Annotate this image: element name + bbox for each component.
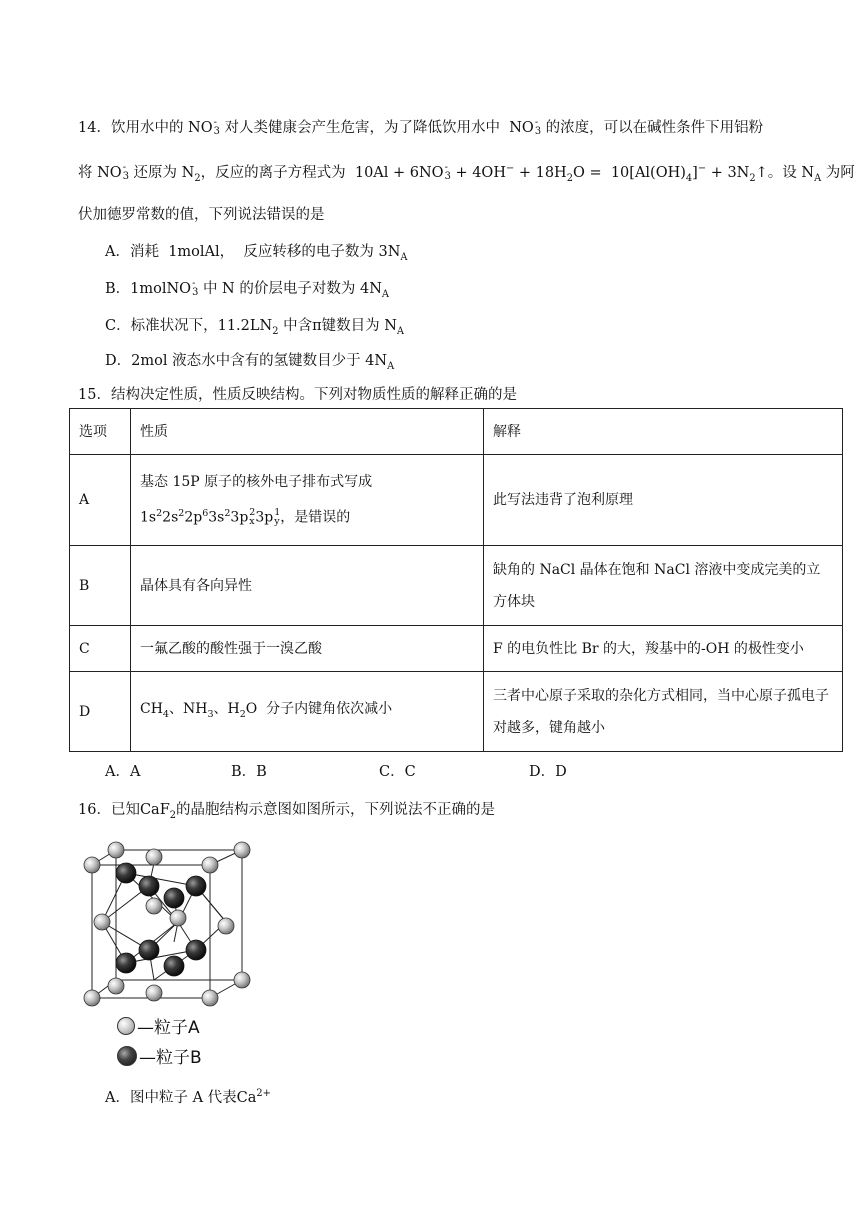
- particle-a: [84, 990, 100, 1006]
- q15-stem: 15．结构决定性质，性质反映结构。下列对物质性质的解释正确的是: [78, 387, 517, 403]
- row-option: A: [70, 455, 131, 546]
- particle-a: [218, 918, 234, 934]
- q15-choices: [105, 760, 567, 781]
- particle-b: [164, 888, 184, 908]
- q14-option-a: A．消耗 1molAl， 反应转移的电子数为 $3N_A$: [105, 244, 408, 263]
- q14-line2: 将 NO - 3 还原为 $N_2$，反应的离子方程式为 10Al + 6NO - 3 + $4OH^- + 18H_2O = 10[Al(OH)_4]^-$ + $3N_2↑$。设 $N_A$ 为阿: [78, 162, 855, 184]
- q15-table: [69, 408, 843, 752]
- particle-a: [84, 857, 100, 873]
- row-explanation: 三者中心原子采取的杂化方式相同，当中心原子孤电子对越多，键角越小: [484, 672, 843, 752]
- particle-a: [108, 978, 124, 994]
- particle-a: [202, 857, 218, 873]
- header-explanation: 解释: [484, 409, 843, 455]
- row-property: 一氟乙酸的酸性强于一溴乙酸: [131, 626, 484, 672]
- particle-b: [186, 940, 206, 960]
- q14-line3: 伏加德罗常数的值，下列说法错误的是: [78, 207, 325, 223]
- particle-a: [146, 985, 162, 1001]
- particle-b: [116, 953, 136, 973]
- crystal-cell-diagram: [76, 838, 276, 1008]
- particle-a: [146, 849, 162, 865]
- table-row: [70, 546, 843, 626]
- particle-a: [234, 842, 250, 858]
- particle-b: [139, 940, 159, 960]
- ionic-equation: 10Al + 6NO - 3 + $4OH^- + 18H_2O = 10[Al(OH)_4]^-$ + $3N_2↑$: [354, 162, 768, 184]
- particle-a: [202, 990, 218, 1006]
- particle-a: [146, 898, 162, 914]
- q16-stem: 16．已知CaF$_2$的晶胞结构示意图如图所示，下列说法不正确的是: [78, 802, 496, 821]
- choice-d: D．D: [529, 764, 567, 780]
- q14-line1: 14．饮用水中的 NO - 3 对人类健康会产生危害，为了降低饮用水中 NO - 3 的浓度，可以在碱性条件下用铝粉: [78, 117, 764, 137]
- row-explanation: F 的电负性比 Br 的大，羧基中的-OH 的极性变小: [484, 626, 843, 672]
- row-explanation: 缺角的 NaCl 晶体在饱和 NaCl 溶液中变成完美的立方体块: [484, 546, 843, 626]
- q14-option-c: C．标准状况下，$11.2LN_2$ 中含π键数目为 $N_A$: [105, 318, 405, 337]
- particle-b: [164, 956, 184, 976]
- table-row: [70, 626, 843, 672]
- row-option: B: [70, 546, 131, 626]
- table-row: [70, 455, 843, 546]
- particle-b: [139, 876, 159, 896]
- row-option: C: [70, 626, 131, 672]
- particle-a: [170, 910, 186, 926]
- particle-b: [186, 876, 206, 896]
- legend-particle-a: —粒子A: [117, 1013, 200, 1038]
- q16-option-a: A．图中粒子 A 代表$Ca^{2+}$: [105, 1088, 271, 1106]
- legend-particle-b: —粒子B: [117, 1043, 202, 1068]
- row-option: D: [70, 672, 131, 752]
- particle-b-icon: [117, 1046, 137, 1066]
- header-property: 性质: [131, 409, 484, 455]
- particle-a: [94, 914, 110, 930]
- choice-b: B．B: [231, 764, 267, 780]
- row-explanation: 此写法违背了泡利原理: [484, 455, 843, 546]
- row-property: 晶体具有各向异性: [131, 546, 484, 626]
- row-property: 基态 15P 原子的核外电子排布式写成 $1s^22s^22p^63s^23p$ 2 x 3p 1 y ，是错误的: [131, 455, 484, 546]
- choice-c: C．C: [379, 764, 416, 780]
- q14-option-b: B．1molNO - 3 中 N 的价层电子对数为 $4N_A$: [105, 278, 389, 300]
- particle-a: [108, 842, 124, 858]
- q14-option-d: D．2mol 液态水中含有的氢键数目少于 $4N_A$: [105, 353, 395, 372]
- header-option: 选项: [70, 409, 131, 455]
- particle-a: [234, 972, 250, 988]
- choice-a: A．A: [105, 764, 141, 780]
- row-property: $CH_4$、$NH_3$、$H_2O$ 分子内键角依次减小: [131, 672, 484, 752]
- table-row: [70, 672, 843, 752]
- particle-b: [116, 863, 136, 883]
- particle-a-icon: [117, 1017, 135, 1035]
